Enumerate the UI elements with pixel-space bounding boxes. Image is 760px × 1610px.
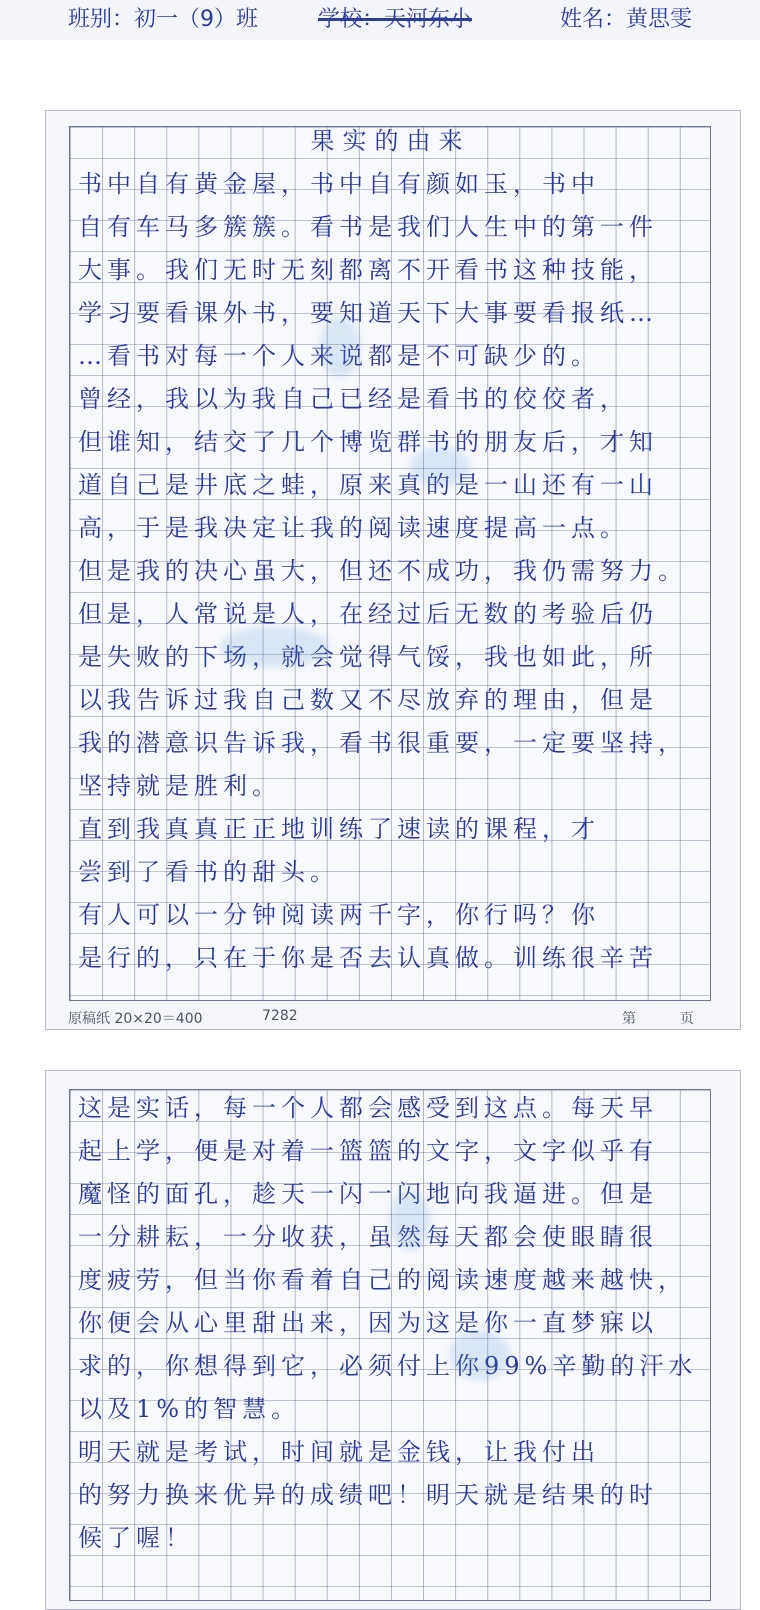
essay-line: 直到我真真正正地训练了速读的课程，才 — [78, 815, 600, 843]
essay-line: 自有车马多簇簇。看书是我们人生中的第一件 — [78, 213, 658, 241]
essay-line: 是失败的下场，就会觉得气馁，我也如此，所 — [78, 643, 658, 671]
essay-line: 是行的，只在于你是否去认真做。训练很辛苦 — [78, 944, 658, 972]
essay-line: 以及1%的智慧。 — [78, 1395, 301, 1423]
essay-line: 起上学，便是对着一篮篮的文字，文字似乎有 — [78, 1137, 658, 1165]
essay-line: 有人可以一分钟阅读两千字，你行吗？你 — [78, 901, 600, 929]
essay-line: 高，于是我决定让我的阅读速度提高一点。 — [78, 514, 629, 542]
essay-line: 明天就是考试，时间就是金钱，让我付出 — [78, 1438, 600, 1466]
essay-line: …看书对每一个人来说都是不可缺少的。 — [78, 342, 600, 370]
essay-line: 一分耕耘，一分收获，虽然每天都会使眼睛很 — [78, 1223, 658, 1251]
page-header — [0, 0, 760, 40]
essay-line: 曾经，我以为我自己已经是看书的佼佼者， — [78, 385, 629, 413]
essay-line: 但谁知，结交了几个博览群书的朋友后，才知 — [78, 428, 658, 456]
essay-line: 但是，人常说是人，在经过后无数的考验后仍 — [78, 600, 658, 628]
essay-line: 魔怪的面孔，趁天一闪一闪地向我逼进。但是 — [78, 1180, 658, 1208]
manuscript-sheet-2 — [45, 1070, 741, 1610]
essay-line: 道自己是井底之蛙，原来真的是一山还有一山 — [78, 471, 658, 499]
essay-line: 的努力换来优异的成绩吧！明天就是结果的时 — [78, 1481, 658, 1509]
writing-grid-1 — [69, 126, 711, 1001]
writing-grid-2 — [69, 1089, 711, 1601]
essay-line: 度疲劳，但当你看着自己的阅读速度越来越快， — [78, 1266, 687, 1294]
manuscript-sheet-1 — [45, 110, 741, 1030]
essay-title: 果实的由来 — [310, 127, 471, 155]
student-name-label: 姓名：黄思雯 — [560, 7, 693, 32]
crossed-out-school-label: 学校：天河东小 — [318, 7, 473, 32]
essay-line: 以我告诉过我自己数又不尽放弃的理由，但是 — [78, 686, 658, 714]
essay-line: 求的，你想得到它，必须付上你99%辛勤的汗水 — [78, 1352, 698, 1380]
essay-line: 坚持就是胜利。 — [78, 772, 281, 800]
essay-line: 书中自有黄金屋，书中自有颜如玉，书中 — [78, 170, 600, 198]
sheet-gap — [0, 1030, 760, 1070]
essay-line: 尝到了看书的甜头。 — [78, 858, 339, 886]
essay-line: 这是实话，每一个人都会感受到这点。每天早 — [78, 1094, 658, 1122]
essay-line: 学习要看课外书，要知道天下大事要看报纸… — [78, 299, 658, 327]
page-label-ye: 页 — [680, 1011, 694, 1027]
essay-line: 我的潜意识告诉我，看书很重要，一定要坚持， — [78, 729, 687, 757]
essay-line: 候了喔！ — [78, 1524, 194, 1552]
class-label: 班别：初一（9）班 — [68, 7, 258, 32]
essay-line: 大事。我们无时无刻都离不开看书这种技能， — [78, 256, 658, 284]
essay-line: 但是我的决心虽大，但还不成功，我仍需努力。 — [78, 557, 687, 585]
paper-code: 7282 — [262, 1008, 298, 1024]
essay-line: 你便会从心里甜出来，因为这是你一直梦寐以 — [78, 1309, 658, 1337]
paper-spec-label: 原稿纸 20×20＝400 — [68, 1011, 203, 1027]
page-label-di: 第 — [622, 1011, 636, 1027]
sheet-footer — [0, 1008, 760, 1030]
